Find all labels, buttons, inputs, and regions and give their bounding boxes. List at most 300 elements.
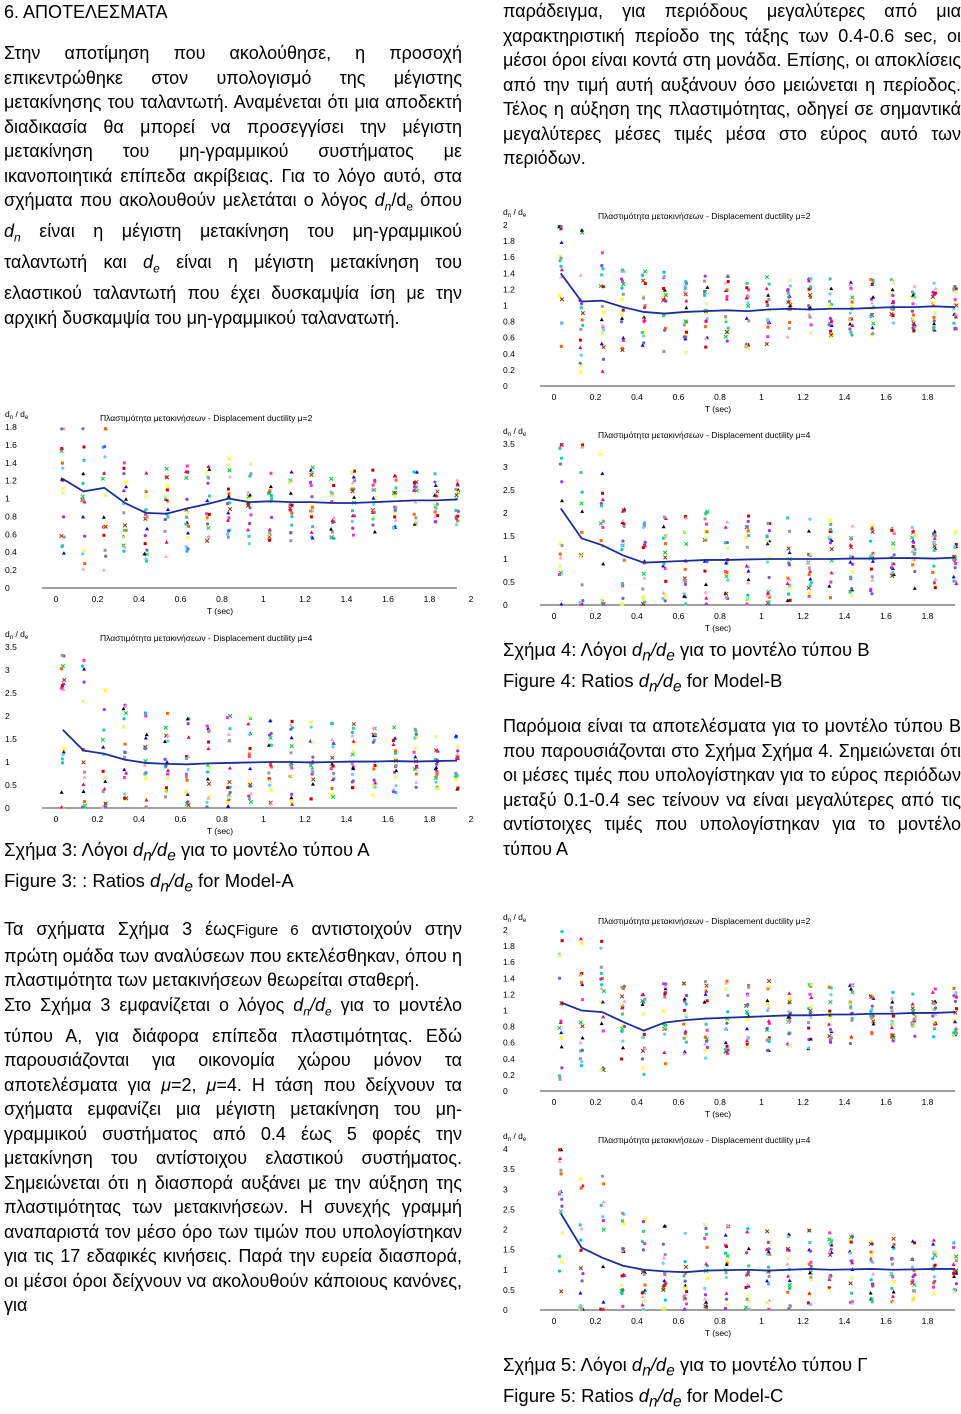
data-point: [61, 684, 64, 687]
data-point: [163, 758, 166, 761]
data-point: [642, 334, 645, 337]
data-point: [850, 594, 854, 598]
data-point: [122, 717, 125, 720]
data-point: [913, 284, 917, 288]
data-point: [81, 495, 85, 499]
data-point: [934, 534, 937, 537]
data-point: [684, 287, 687, 290]
y-tick-label: 0.6: [503, 332, 515, 343]
data-point: [309, 510, 312, 513]
mean-line: [561, 273, 955, 313]
data-point: [851, 524, 855, 528]
data-point: [207, 477, 210, 480]
data-point: [145, 490, 148, 493]
data-point: [724, 1291, 728, 1295]
data-point: [581, 311, 585, 315]
data-point: [726, 1045, 729, 1048]
x-tick-label: 1.8: [921, 1097, 934, 1107]
data-point: [123, 776, 126, 779]
data-point: [745, 603, 748, 606]
data-point: [600, 504, 603, 507]
data-point: [661, 597, 664, 600]
data-point: [560, 268, 564, 272]
intro-de2-d: d: [143, 252, 154, 273]
data-point: [602, 520, 605, 523]
data-point: [332, 516, 336, 520]
caption-slash-d: /d: [650, 639, 667, 660]
data-point: [892, 1280, 896, 1284]
data-point: [123, 529, 126, 532]
data-point: [208, 495, 211, 498]
chart-svg: [500, 422, 960, 635]
caption-d: d: [631, 1354, 643, 1375]
data-point: [166, 485, 170, 489]
data-point: [332, 484, 335, 487]
data-point: [103, 708, 106, 711]
data-point: [309, 721, 313, 725]
data-point: [766, 1002, 770, 1006]
data-point: [61, 467, 64, 470]
data-point: [828, 1242, 831, 1245]
data-point: [663, 329, 666, 332]
data-point: [351, 520, 354, 523]
data-point: [61, 462, 64, 465]
data-point: [143, 773, 146, 776]
data-point: [602, 1182, 605, 1185]
data-point: [933, 577, 937, 581]
data-point: [933, 581, 936, 584]
data-point: [705, 602, 708, 605]
data-point: [809, 584, 812, 587]
data-point: [726, 541, 729, 544]
data-point: [933, 549, 936, 552]
data-point: [683, 1050, 687, 1054]
data-point: [392, 739, 395, 742]
data-point: [393, 515, 396, 518]
data-point: [124, 751, 127, 754]
data-point: [747, 520, 750, 523]
data-point: [726, 339, 729, 342]
data-point: [394, 518, 398, 522]
y-tick-label: 1.2: [503, 989, 515, 1000]
data-point: [310, 484, 313, 487]
data-point: [704, 1056, 707, 1059]
data-point: [602, 311, 606, 315]
data-point: [827, 1022, 831, 1025]
data-point: [558, 1255, 561, 1258]
data-point: [600, 472, 604, 476]
figure5-caption-gr: [503, 1353, 961, 1384]
caption-e: e: [673, 1393, 682, 1411]
x-tick-label: 0.4: [631, 1097, 643, 1107]
data-point: [81, 805, 84, 808]
y-tick-label: 0.8: [503, 316, 515, 327]
data-point: [558, 294, 562, 298]
data-point: [434, 484, 438, 488]
data-point: [869, 1291, 873, 1295]
data-point: [373, 530, 377, 534]
data-point: [560, 1045, 564, 1049]
data-point: [621, 1247, 624, 1250]
data-point: [372, 741, 375, 744]
data-point: [623, 525, 626, 528]
data-point: [932, 1286, 935, 1289]
data-point: [662, 1051, 666, 1055]
data-point: [206, 770, 209, 773]
data-point: [104, 555, 107, 558]
data-point: [706, 1277, 710, 1281]
x-tick-label: 1.2: [299, 814, 311, 824]
data-point: [249, 791, 253, 795]
data-point: [579, 1021, 583, 1025]
data-point: [289, 723, 293, 727]
data-point: [912, 1289, 915, 1292]
data-point: [578, 346, 582, 350]
data-point: [454, 509, 457, 512]
data-point: [662, 287, 665, 290]
data-point: [599, 986, 603, 990]
data-point: [808, 595, 811, 598]
data-point: [746, 569, 750, 573]
data-point: [704, 980, 707, 983]
data-point: [871, 332, 874, 335]
data-point: [331, 745, 334, 748]
data-point: [789, 599, 792, 602]
data-point: [578, 601, 581, 604]
data-point: [600, 539, 603, 542]
y-tick-label: 0: [5, 803, 10, 813]
data-point: [809, 1276, 812, 1279]
data-point: [311, 771, 314, 774]
data-point: [268, 528, 272, 532]
data-point: [829, 1000, 833, 1004]
data-point: [952, 575, 956, 579]
data-point: [870, 554, 873, 557]
data-point: [560, 345, 563, 348]
data-point: [414, 728, 417, 731]
data-point: [765, 275, 769, 279]
y-tick-label: 0.5: [503, 577, 515, 587]
y-tick-label: 1: [503, 300, 508, 311]
data-point: [310, 473, 314, 477]
x-tick-label: 1.6: [880, 392, 892, 402]
data-point: [227, 457, 231, 461]
data-point: [269, 788, 273, 792]
data-point: [890, 996, 894, 1000]
data-point: [642, 1230, 645, 1233]
data-point: [434, 735, 438, 739]
data-point: [600, 1204, 603, 1207]
data-point: [228, 766, 232, 770]
data-point: [828, 1276, 831, 1279]
data-point: [891, 542, 895, 546]
data-point: [559, 265, 562, 268]
data-point: [828, 300, 831, 303]
data-point: [643, 521, 646, 524]
data-point: [124, 480, 128, 484]
data-point: [226, 463, 230, 467]
data-point: [911, 1006, 915, 1010]
data-point: [725, 1022, 728, 1025]
data-point: [952, 580, 955, 583]
data-point: [580, 354, 583, 357]
data-point: [664, 542, 667, 545]
data-point: [580, 1249, 583, 1252]
data-point: [684, 583, 687, 586]
data-point: [829, 330, 832, 333]
data-point: [249, 800, 253, 804]
y-tick-label: 2.5: [5, 688, 17, 698]
data-point: [62, 753, 65, 756]
data-point: [765, 535, 768, 538]
data-point: [601, 1265, 605, 1269]
data-point: [602, 345, 606, 349]
left-column: [4, 0, 462, 330]
data-point: [662, 1243, 665, 1246]
data-point: [581, 1036, 585, 1040]
data-point: [61, 757, 64, 760]
data-point: [330, 738, 334, 742]
data-point: [352, 739, 356, 743]
data-point: [104, 493, 108, 497]
data-point: [330, 787, 333, 790]
figure3-chart-mu2: [2, 405, 474, 618]
x-tick-label: 0: [53, 814, 59, 824]
data-point: [103, 780, 107, 784]
x-tick-label: 1.6: [880, 1097, 892, 1107]
data-point: [330, 756, 334, 760]
caption-text-end: για το μοντέλο τύπου Β: [674, 639, 870, 660]
data-point: [580, 306, 583, 309]
data-point: [352, 475, 356, 479]
data-point: [412, 470, 415, 473]
data-point: [787, 991, 791, 995]
data-point: [850, 1276, 854, 1280]
caption-slash-d: /d: [151, 839, 168, 860]
data-point: [559, 602, 563, 606]
data-point: [641, 1012, 645, 1016]
data-point: [869, 540, 872, 543]
y-tick-label: 3.5: [5, 642, 17, 652]
data-point: [350, 734, 354, 738]
data-point: [601, 526, 604, 529]
data-point: [61, 544, 64, 547]
caption-text: Σχήμα 5: Λόγοι: [503, 1354, 632, 1375]
data-point: [704, 590, 708, 594]
x-tick-label: 0.2: [589, 392, 602, 402]
data-point: [268, 539, 271, 542]
right-intro-paragraph: παράδειγμα, για περιόδους μεγαλύτερες από μια χαρακτηριστική περίοδο της τάξης των 0.4-0.6 sec, οι μέσοι όροι είναι κοντά στη μονάδα. Επίσης, οι αποκλίσεις από την τιμή αυτή αυξάνουν όσο μειώνεται η περίοδος. Τέλος η αύξηση της πλαστιμότητας, οδηγεί σε σημαντικά μεγαλύτερες μέσες τιμές μέσα στο εύρος αυτό των περιόδων.: [503, 1, 961, 168]
data-point: [103, 455, 106, 458]
data-point: [560, 499, 564, 503]
data-point: [329, 527, 333, 531]
data-point: [954, 1255, 958, 1259]
data-point: [726, 547, 730, 551]
data-point: [580, 228, 584, 232]
data-point: [828, 304, 832, 308]
data-point: [911, 326, 914, 329]
data-point: [830, 1239, 833, 1242]
data-point: [124, 711, 128, 715]
x-tick-label: 0.4: [631, 1316, 643, 1326]
right-body: [503, 714, 961, 861]
data-point: [205, 471, 209, 475]
data-point: [310, 515, 313, 518]
data-point: [641, 331, 644, 334]
data-point: [394, 776, 398, 780]
data-point: [186, 531, 190, 535]
data-point: [931, 571, 934, 574]
data-point: [290, 766, 293, 769]
data-point: [413, 751, 416, 754]
intro-dn-n: n: [384, 199, 392, 214]
data-point: [747, 529, 750, 532]
caption-text: Figure 3: : Ratios: [4, 869, 151, 891]
data-point: [454, 488, 457, 491]
data-point: [580, 1227, 584, 1231]
data-point: [703, 1287, 706, 1290]
data-point: [724, 1041, 728, 1045]
data-point: [559, 1036, 563, 1040]
data-point: [290, 744, 294, 748]
data-point: [248, 797, 251, 800]
data-point: [246, 490, 250, 494]
data-point: [663, 996, 666, 999]
data-point: [746, 301, 749, 304]
data-point: [581, 583, 584, 586]
data-point: [270, 732, 273, 735]
data-point: [892, 1290, 896, 1294]
data-point: [809, 1011, 812, 1014]
data-point: [870, 1259, 873, 1262]
data-point: [101, 745, 105, 749]
y-axis-label: [5, 629, 29, 641]
data-point: [227, 529, 230, 532]
data-point: [351, 527, 354, 530]
data-point: [164, 518, 167, 521]
data-point: [786, 1291, 789, 1294]
data-point: [61, 487, 65, 491]
data-point: [600, 940, 603, 943]
data-point: [81, 567, 85, 571]
data-point: [765, 1230, 769, 1234]
data-point: [560, 1066, 563, 1069]
data-point: [166, 507, 170, 511]
x-tick-label: 0.4: [631, 611, 643, 621]
data-point: [787, 997, 791, 1001]
data-point: [786, 1257, 790, 1261]
data-point: [187, 735, 191, 739]
data-point: [620, 548, 623, 551]
data-point: [954, 562, 957, 565]
y-tick-label: 1.4: [5, 457, 17, 468]
data-point: [641, 274, 644, 277]
data-point: [851, 301, 854, 304]
data-point: [392, 787, 396, 791]
data-point: [766, 1006, 770, 1010]
x-tick-label: 1.8: [921, 392, 934, 402]
intro-text-2: όπου: [413, 190, 463, 210]
data-point: [810, 323, 813, 326]
data-point: [725, 1298, 728, 1301]
data-point: [579, 339, 582, 342]
data-point: [620, 986, 623, 989]
caption-slash-d: /d: [168, 869, 185, 891]
data-point: [394, 769, 398, 773]
data-point: [311, 525, 314, 528]
data-point: [828, 323, 831, 326]
data-point: [415, 733, 418, 736]
data-point: [352, 534, 355, 537]
caption-e: e: [666, 647, 675, 665]
data-point: [851, 570, 855, 574]
data-point: [164, 554, 168, 558]
data-point: [664, 599, 667, 602]
data-point: [893, 1243, 896, 1246]
x-tick-label: 0.2: [91, 814, 104, 824]
data-point: [662, 525, 666, 529]
data-point: [621, 519, 625, 523]
intro-paragraph: [4, 41, 462, 330]
data-point: [724, 335, 728, 339]
data-point: [329, 477, 333, 481]
data-point: [559, 1290, 563, 1294]
data-point: [249, 472, 252, 475]
data-point: [165, 540, 169, 544]
caption-text-end: για το μοντέλο τύπου Γ: [674, 1354, 868, 1375]
x-tick-label: 1.8: [423, 814, 436, 824]
data-point: [870, 568, 873, 571]
data-point: [890, 1257, 893, 1260]
data-point: [455, 752, 459, 756]
y-label-n: n: [9, 635, 14, 641]
caption-text: Figure 4: Ratios: [503, 669, 639, 691]
data-point: [414, 786, 417, 789]
data-point: [766, 319, 769, 322]
data-point: [786, 582, 790, 586]
data-point: [581, 599, 584, 602]
y-tick-label: 2: [503, 1224, 508, 1235]
data-point: [621, 1219, 624, 1222]
data-point: [934, 287, 938, 291]
data-point: [579, 1057, 582, 1060]
data-point: [809, 331, 813, 335]
data-point: [559, 259, 562, 262]
data-point: [954, 327, 957, 330]
y-axis-label: [503, 912, 527, 924]
data-point: [641, 587, 644, 590]
x-tick-label: 0.2: [589, 611, 602, 621]
x-tick-label: 0.4: [133, 814, 145, 824]
x-tick-label: 0: [551, 611, 557, 621]
data-point: [746, 546, 749, 549]
data-point: [849, 987, 853, 991]
data-point: [725, 1276, 728, 1279]
y-label-n: n: [507, 918, 512, 924]
data-point: [434, 510, 437, 513]
data-point: [414, 746, 418, 750]
data-point: [144, 715, 147, 718]
data-point: [829, 1028, 832, 1031]
data-point: [663, 556, 667, 560]
data-point: [891, 1294, 895, 1298]
data-point: [620, 1284, 624, 1288]
data-point: [808, 573, 811, 576]
y-tick-label: 1: [503, 554, 508, 564]
data-point: [684, 335, 687, 338]
data-point: [704, 596, 708, 600]
data-point: [787, 1235, 790, 1238]
